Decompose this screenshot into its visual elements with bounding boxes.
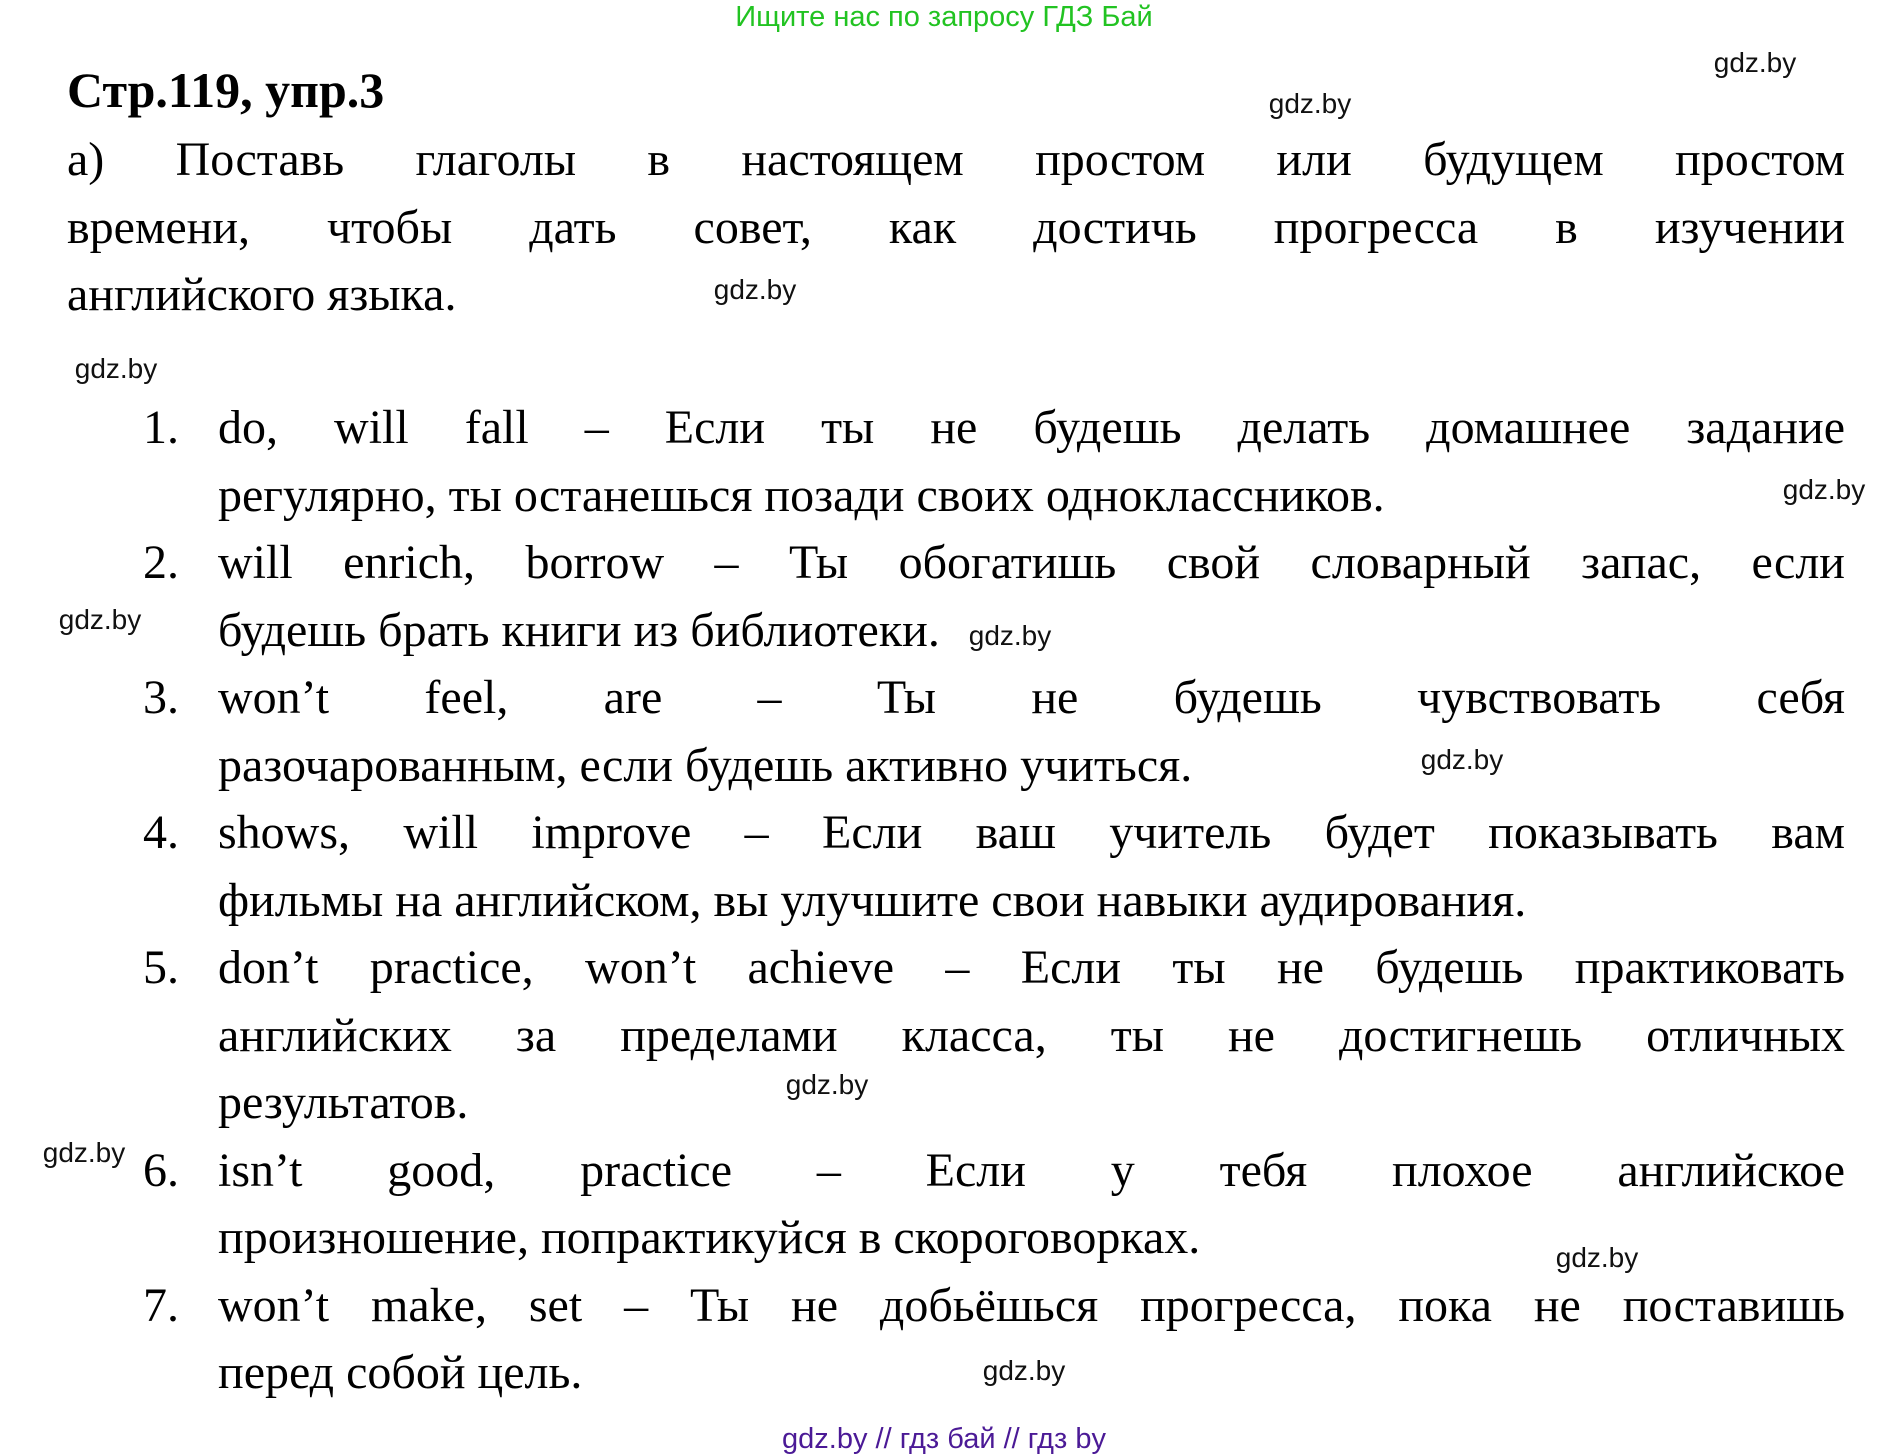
- watermark: gdz.by: [1713, 47, 1797, 78]
- item-line: будешь брать книги из библиотеки.: [218, 603, 940, 657]
- item-line: перед собой цель.: [218, 1346, 583, 1399]
- item-number: 5.: [143, 941, 179, 994]
- item-line: разочарованным, если будешь активно учиться.: [218, 738, 1193, 792]
- answer-item: [143, 934, 1845, 1137]
- item-line: фильмы на английском, вы улучшите свои навыки аудирования.: [218, 873, 1527, 927]
- task-line: а) Поставь глаголы в настоящем простом или будущем простом: [67, 133, 1845, 186]
- item-text: [218, 394, 1845, 529]
- item-number: 4.: [143, 806, 179, 859]
- watermark: gdz.by: [1782, 474, 1866, 505]
- item-line: isn’t good, practice – Если у тебя плохое английское: [218, 1143, 1845, 1197]
- item-line: will enrich, borrow – Ты обогатишь свой словарный запас, если: [218, 536, 1845, 589]
- watermark: gdz.by: [58, 604, 142, 635]
- item-line: shows, will improve – Если ваш учитель будет показывать вам: [218, 806, 1845, 859]
- search-banner: Ищите нас по запросу ГДЗ Бай: [735, 1, 1153, 33]
- item-text: [218, 934, 1845, 1137]
- answer-item: [143, 799, 1845, 934]
- item-line: произношение, попрактикуйся в скороговорках.: [218, 1211, 1201, 1264]
- item-number: 2.: [143, 536, 179, 589]
- item-number: 6.: [143, 1143, 179, 1197]
- item-text: [218, 799, 1845, 934]
- task-instruction: [67, 126, 1845, 329]
- watermark: gdz.by: [74, 353, 158, 384]
- answer-item: [143, 394, 1845, 529]
- item-line: won’t feel, are – Ты не будешь чувствовать себя: [218, 671, 1845, 724]
- watermark: gdz.by: [785, 1069, 869, 1100]
- item-line: don’t practice, won’t achieve – Если ты не будешь практиковать: [218, 941, 1845, 994]
- page-title: Стр.119, упр.3: [67, 62, 385, 118]
- item-line: английских за пределами класса, ты не достигнешь отличных: [218, 1008, 1845, 1062]
- task-line: времени, чтобы дать совет, как достичь прогресса в изучении: [67, 200, 1845, 254]
- item-line: do, will fall – Если ты не будешь делать домашнее задание: [218, 401, 1845, 454]
- watermark: gdz.by: [968, 620, 1052, 651]
- item-line: регулярно, ты останешься позади своих одноклассников.: [218, 468, 1385, 522]
- item-line: результатов.: [218, 1076, 469, 1129]
- item-line: won’t make, set – Ты не добьёшься прогресса, пока не поставишь: [218, 1278, 1845, 1332]
- watermark: gdz.by: [42, 1137, 126, 1168]
- watermark: gdz.by: [1555, 1242, 1639, 1273]
- watermark: gdz.by: [1420, 744, 1504, 775]
- task-line: английского языка.: [67, 268, 457, 321]
- watermark: gdz.by: [1268, 88, 1352, 119]
- watermark: gdz.by: [713, 274, 797, 305]
- item-number: 3.: [143, 671, 179, 724]
- footer-links: gdz.by // гдз бай // гдз by: [782, 1423, 1106, 1455]
- item-text: [218, 664, 1845, 799]
- watermark: gdz.by: [982, 1355, 1066, 1386]
- item-number: 7.: [143, 1278, 179, 1332]
- answer-item: [143, 664, 1845, 799]
- item-number: 1.: [143, 401, 179, 454]
